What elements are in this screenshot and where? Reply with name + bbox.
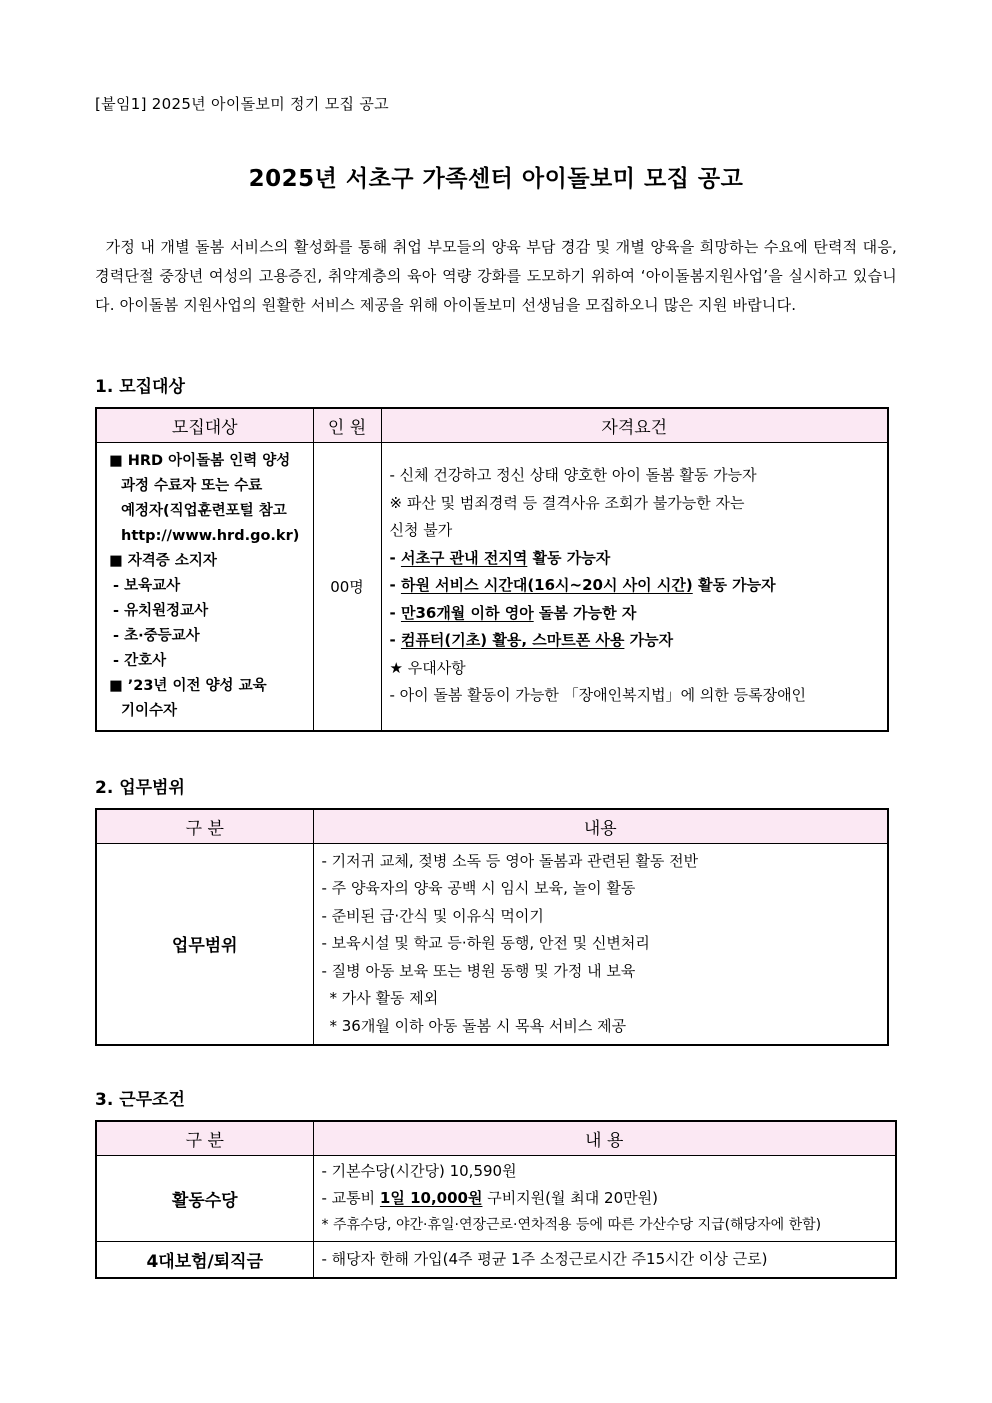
table-header-row — [96, 809, 888, 843]
req-line: ※ 파산 및 범죄경력 등 결격사유 조회가 불가능한 자는 — [389, 493, 745, 512]
req-prefix: - — [389, 603, 401, 622]
header-target: 모집대상 — [96, 408, 313, 442]
req-line — [390, 600, 880, 628]
req-prefix: - — [389, 548, 401, 567]
table-row — [96, 1241, 896, 1278]
req-suffix: 가능자 — [624, 631, 674, 650]
table-row — [96, 442, 888, 731]
allowance-line — [322, 1185, 888, 1212]
target-line: 기이수자 — [121, 702, 178, 719]
list-item: - 기저귀 교체, 젖병 소독 등 영아 돌봄과 관련된 활동 전반 — [321, 851, 699, 870]
allowance-highlight: 1일 10,000원 — [379, 1188, 483, 1207]
target-line: ■ ’23년 이전 양성 교육 — [109, 677, 267, 694]
req-suffix: 활동 가능자 — [527, 548, 611, 567]
insurance-content: - 해당자 한해 가입(4주 평균 1주 소정근로시간 주15시간 이상 근로) — [313, 1241, 896, 1278]
list-item: - 주 양육자의 양육 공백 시 임시 보육, 놀이 활동 — [321, 879, 636, 897]
allowance-prefix: - 교통비 — [321, 1188, 380, 1207]
table-header-row — [96, 1121, 896, 1155]
req-highlight: 컴퓨터(기초) 활용, 스마트폰 사용 — [400, 631, 625, 650]
req-line: 신청 불가 — [389, 521, 453, 540]
table-row — [96, 1155, 896, 1241]
header-category: 구 분 — [96, 809, 313, 843]
req-line — [390, 627, 880, 655]
page-title: 2025년 서초구 가족센터 아이돌보미 모집 공고 — [248, 166, 744, 192]
target-line: ■ HRD 아이돌봄 인력 양성 — [109, 452, 291, 469]
list-item: * 36개월 이하 아동 돌봄 시 목욕 서비스 제공 — [329, 1016, 627, 1035]
requirements-cell — [381, 442, 888, 731]
req-line — [390, 572, 880, 600]
req-suffix: 돌봄 가능한 자 — [533, 603, 637, 622]
allowance-content-cell — [313, 1155, 896, 1241]
table-header-row — [96, 408, 888, 442]
intro-paragraph — [95, 233, 897, 320]
target-line: ■ 자격증 소지자 — [109, 552, 217, 569]
target-line: - 초·중등교사 — [113, 627, 200, 644]
duty-content-cell — [313, 843, 888, 1045]
req-prefix: - — [389, 631, 401, 650]
attachment-label: [붙임1] 2025년 아이돌보미 정기 모집 공고 — [95, 95, 389, 113]
list-item: * 가사 활동 제외 — [329, 989, 439, 1007]
recruit-target-table — [95, 407, 889, 732]
target-line: http://www.hrd.go.kr) — [121, 527, 300, 544]
count-cell: 00명 — [313, 442, 381, 731]
section3-heading: 3. 근무조건 — [95, 1090, 185, 1110]
allowance-line: - 기본수당(시간당) 10,590원 — [321, 1161, 517, 1180]
req-prefix: - — [389, 576, 401, 595]
table-row — [96, 843, 888, 1045]
target-line: 과정 수료자 또는 수료 — [121, 477, 263, 494]
list-item: - 보육시설 및 학교 등·하원 동행, 안전 및 신변처리 — [321, 934, 650, 952]
target-line: - 간호사 — [113, 652, 167, 669]
req-line: - 신체 건강하고 정신 상태 양호한 아이 돌봄 활동 가능자 — [389, 466, 757, 485]
section2-heading: 2. 업무범위 — [95, 778, 185, 798]
header-category: 구 분 — [96, 1121, 313, 1155]
req-line: ★ 우대사항 — [389, 658, 466, 677]
target-line: - 보육교사 — [113, 577, 181, 594]
duty-scope-table — [95, 808, 889, 1046]
req-highlight: 하원 서비스 시간대(16시~20시 사이 시간) — [400, 576, 693, 595]
work-conditions-table — [95, 1120, 897, 1279]
list-item: - 질병 아동 보육 또는 병원 동행 및 가정 내 보육 — [321, 961, 636, 980]
allowance-label: 활동수당 — [96, 1155, 313, 1241]
req-suffix: 활동 가능자 — [692, 576, 776, 595]
header-content: 내용 — [313, 809, 888, 843]
section1-heading: 1. 모집대상 — [95, 377, 185, 397]
req-line: - 아이 돌봄 활동이 가능한 「장애인복지법」에 의한 등록장애인 — [389, 686, 807, 705]
target-cell — [96, 442, 313, 731]
req-highlight: 서초구 관내 전지역 — [400, 548, 528, 567]
list-item: - 준비된 급·간식 및 이유식 먹이기 — [321, 906, 544, 925]
insurance-label: 4대보험/퇴직금 — [96, 1241, 313, 1278]
header-content: 내 용 — [313, 1121, 896, 1155]
target-line: - 유치원정교사 — [113, 602, 209, 619]
header-requirements: 자격요건 — [381, 408, 888, 442]
header-count: 인 원 — [313, 408, 381, 442]
target-line: 예정자(직업훈련포털 참고 — [121, 502, 287, 519]
req-line — [390, 545, 880, 573]
intro-text: 가정 내 개별 돌봄 서비스의 활성화를 통해 취업 부모들의 양육 부담 경감 및 개별 양육을 희망하는 수요에 탄력적 대응, 경력단절 중장년 여성의 고용증진, 취약계층의 육아 역량 강화를 도모하기 위하여 ‘아이돌봄지원사업’을 실시하고 있습니다. 아이돌봄 지원사업의 원활한 서비스 제공을 위해 아이돌보미 선생님을 모집하오니 많은 지원 바랍니다. — [95, 238, 898, 314]
allowance-note: * 주휴수당, 야간·휴일·연장근로·연차적용 등에 따른 가산수당 지급(해당자에 한함) — [321, 1216, 822, 1233]
duty-label: 업무범위 — [96, 843, 313, 1045]
req-highlight: 만36개월 이하 영아 — [400, 603, 534, 622]
allowance-suffix: 구비지원(월 최대 20만원) — [482, 1188, 658, 1207]
